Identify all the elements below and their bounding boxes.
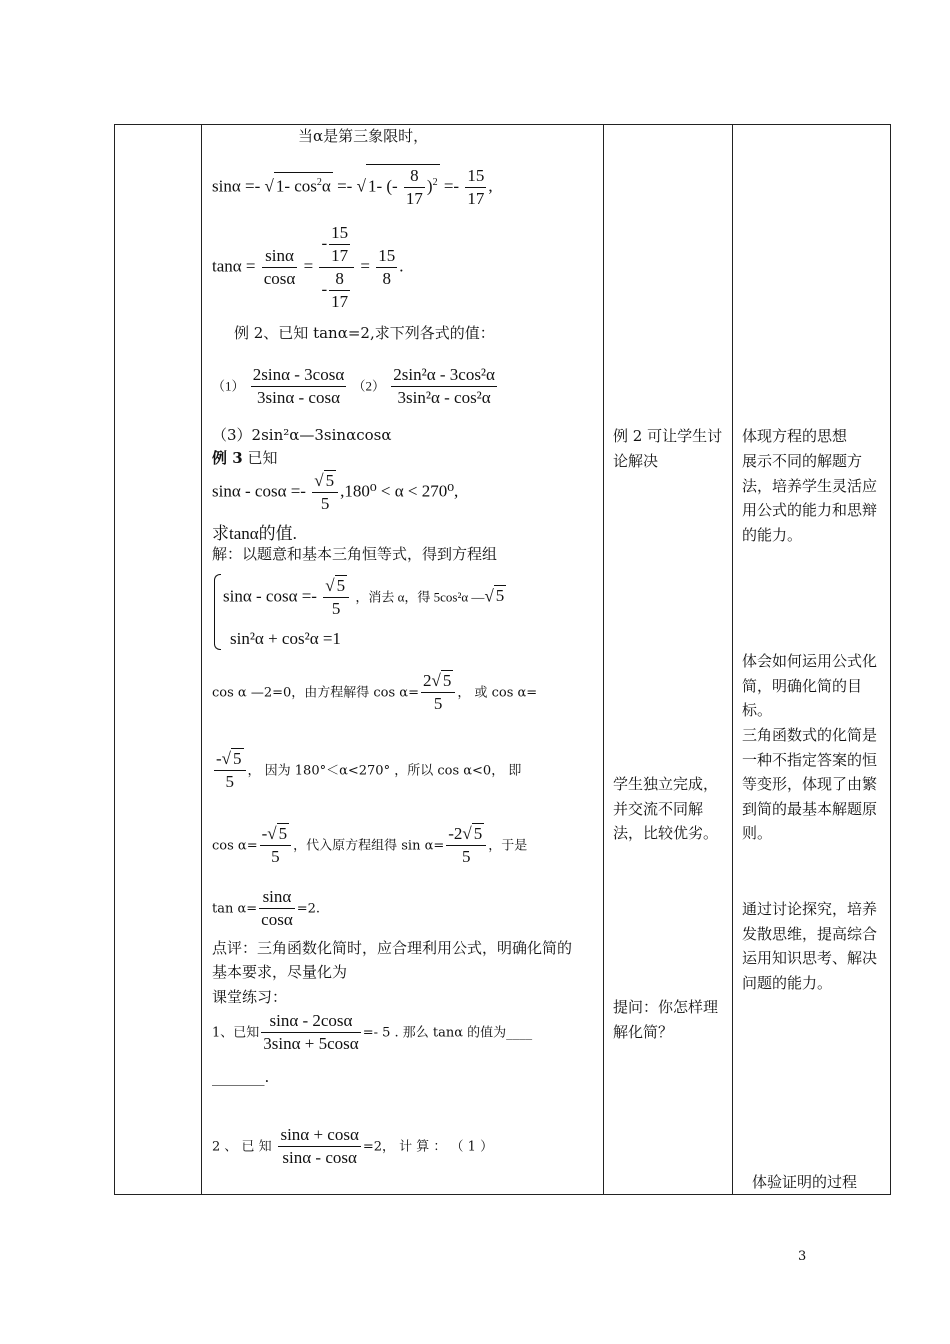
column-divider-3 <box>732 124 733 1195</box>
system-equation-2: sin²α + cos²α =1 <box>230 629 341 648</box>
practice-heading: 课堂练习： <box>212 988 288 1006</box>
system-equation-1: sinα - cosα =- $\frac{√ 5}{5}$ ，消去 α，得 5cos²α —√ 5 <box>223 576 505 618</box>
column-divider-1 <box>201 124 202 1195</box>
intent-equation-thinking: 体现方程的思想 <box>742 427 848 445</box>
cos-solution-line: cos α —2=0，由方程解得 cos α= $\frac{2√ 5}{5}$ ， 或 cos α= <box>212 671 538 713</box>
note-independent-work: 学生独立完成，并交流不同解法，比较优劣。 <box>613 775 719 842</box>
comment-line-2: 基本要求，尽量化为 <box>212 963 348 981</box>
example-3-heading: 例 3 已知 <box>212 449 278 467</box>
column-divider-2 <box>603 124 604 1195</box>
example-2-part-3: （3）2sin²α—3sinαcosα <box>212 426 392 444</box>
practice-2: 2 、 已 知 $\frac{\sin\alpha + \cos\alpha}{\sin\alpha - \cos\alpha}$ =2， 计 算 ： （ 1 ） <box>212 1125 494 1167</box>
note-question: 提问：你怎样理解化简？ <box>613 998 719 1041</box>
intent-identity-transform: 三角函数式的化简是一种不指定答案的恒等变形，体现了由繁到简的最基本解题原则。 <box>742 726 878 842</box>
tan-formula: tanα = $\frac{\sin\alpha}{\cos\alpha}$ = - $\frac{15}{17}$ - $\frac{8}{17}$ = $\frac{15}{8}$ . <box>212 223 404 311</box>
note-example-2-discussion: 例 2 可让学生讨论解决 <box>613 427 723 470</box>
intent-different-methods: 展示不同的解题方法，培养学生灵活应用公式的能力和思辩的能力。 <box>742 452 878 544</box>
because-line: $\frac{-√ 5}{5}$ ， 因为 180°＜α<270° ，所以 cos α<0， 即 <box>216 749 522 791</box>
example-2-fractions: （1） $\frac{2\sin\alpha - 3\cos\alpha}{3\sin\alpha - \cos\alpha}$ （2） $\frac{\text{2sin²α - 3cos²α}}{\text{3sin²α - cos²α}}$ <box>212 365 495 407</box>
example-2-heading: 例 2、已知 tanα=2,求下列各式的值： <box>234 324 495 342</box>
intent-divergent-thinking: 通过讨论探究，培养发散思维，提高综合运用知识思考、解决问题的能力。 <box>742 900 878 992</box>
sin-formula: sinα =- √ 1- $\cos^2\alpha$ =- √ 1- (- $\frac{8}{17}$ )$^2$ =- $\frac{15}{17}$ , <box>212 166 493 208</box>
substitute-line: cos α= $\frac{-√ 5}{5}$ ，代入原方程组得 sin α= $\frac{-2√ 5}{5}$ ，于是 <box>212 824 528 866</box>
practice-1-blank: _______. <box>212 1068 270 1086</box>
page-number: 3 <box>798 1249 807 1264</box>
tan-result-line: tan α= $\frac{\sin\alpha}{\cos\alpha}$ =2. <box>212 887 321 929</box>
equation-system-brace <box>214 574 221 650</box>
intent-simplify-goal: 体会如何运用公式化简，明确化简的目标。 <box>742 652 878 719</box>
practice-1: 1、已知 $\frac{\sin\alpha - 2\cos\alpha}{3\sin\alpha + 5\cos\alpha}$ =- 5 . 那么 tanα 的值为____ <box>212 1011 533 1053</box>
example-3-condition: sinα - cosα =- $\frac{√ 5}{5}$ ,180⁰ < α < 270⁰, <box>212 471 459 513</box>
find-tan-line: 求tanα的值. <box>212 524 297 543</box>
comment-line-1: 点评：三角函数化简时，应合理利用公式，明确化简的 <box>212 939 573 957</box>
third-quadrant-line: 当α是第三象限时， <box>298 127 429 145</box>
intent-proof-process: 体验证明的过程 <box>752 1173 858 1191</box>
solution-intro: 解：以题意和基本三角恒等式，得到方程组 <box>212 545 498 563</box>
